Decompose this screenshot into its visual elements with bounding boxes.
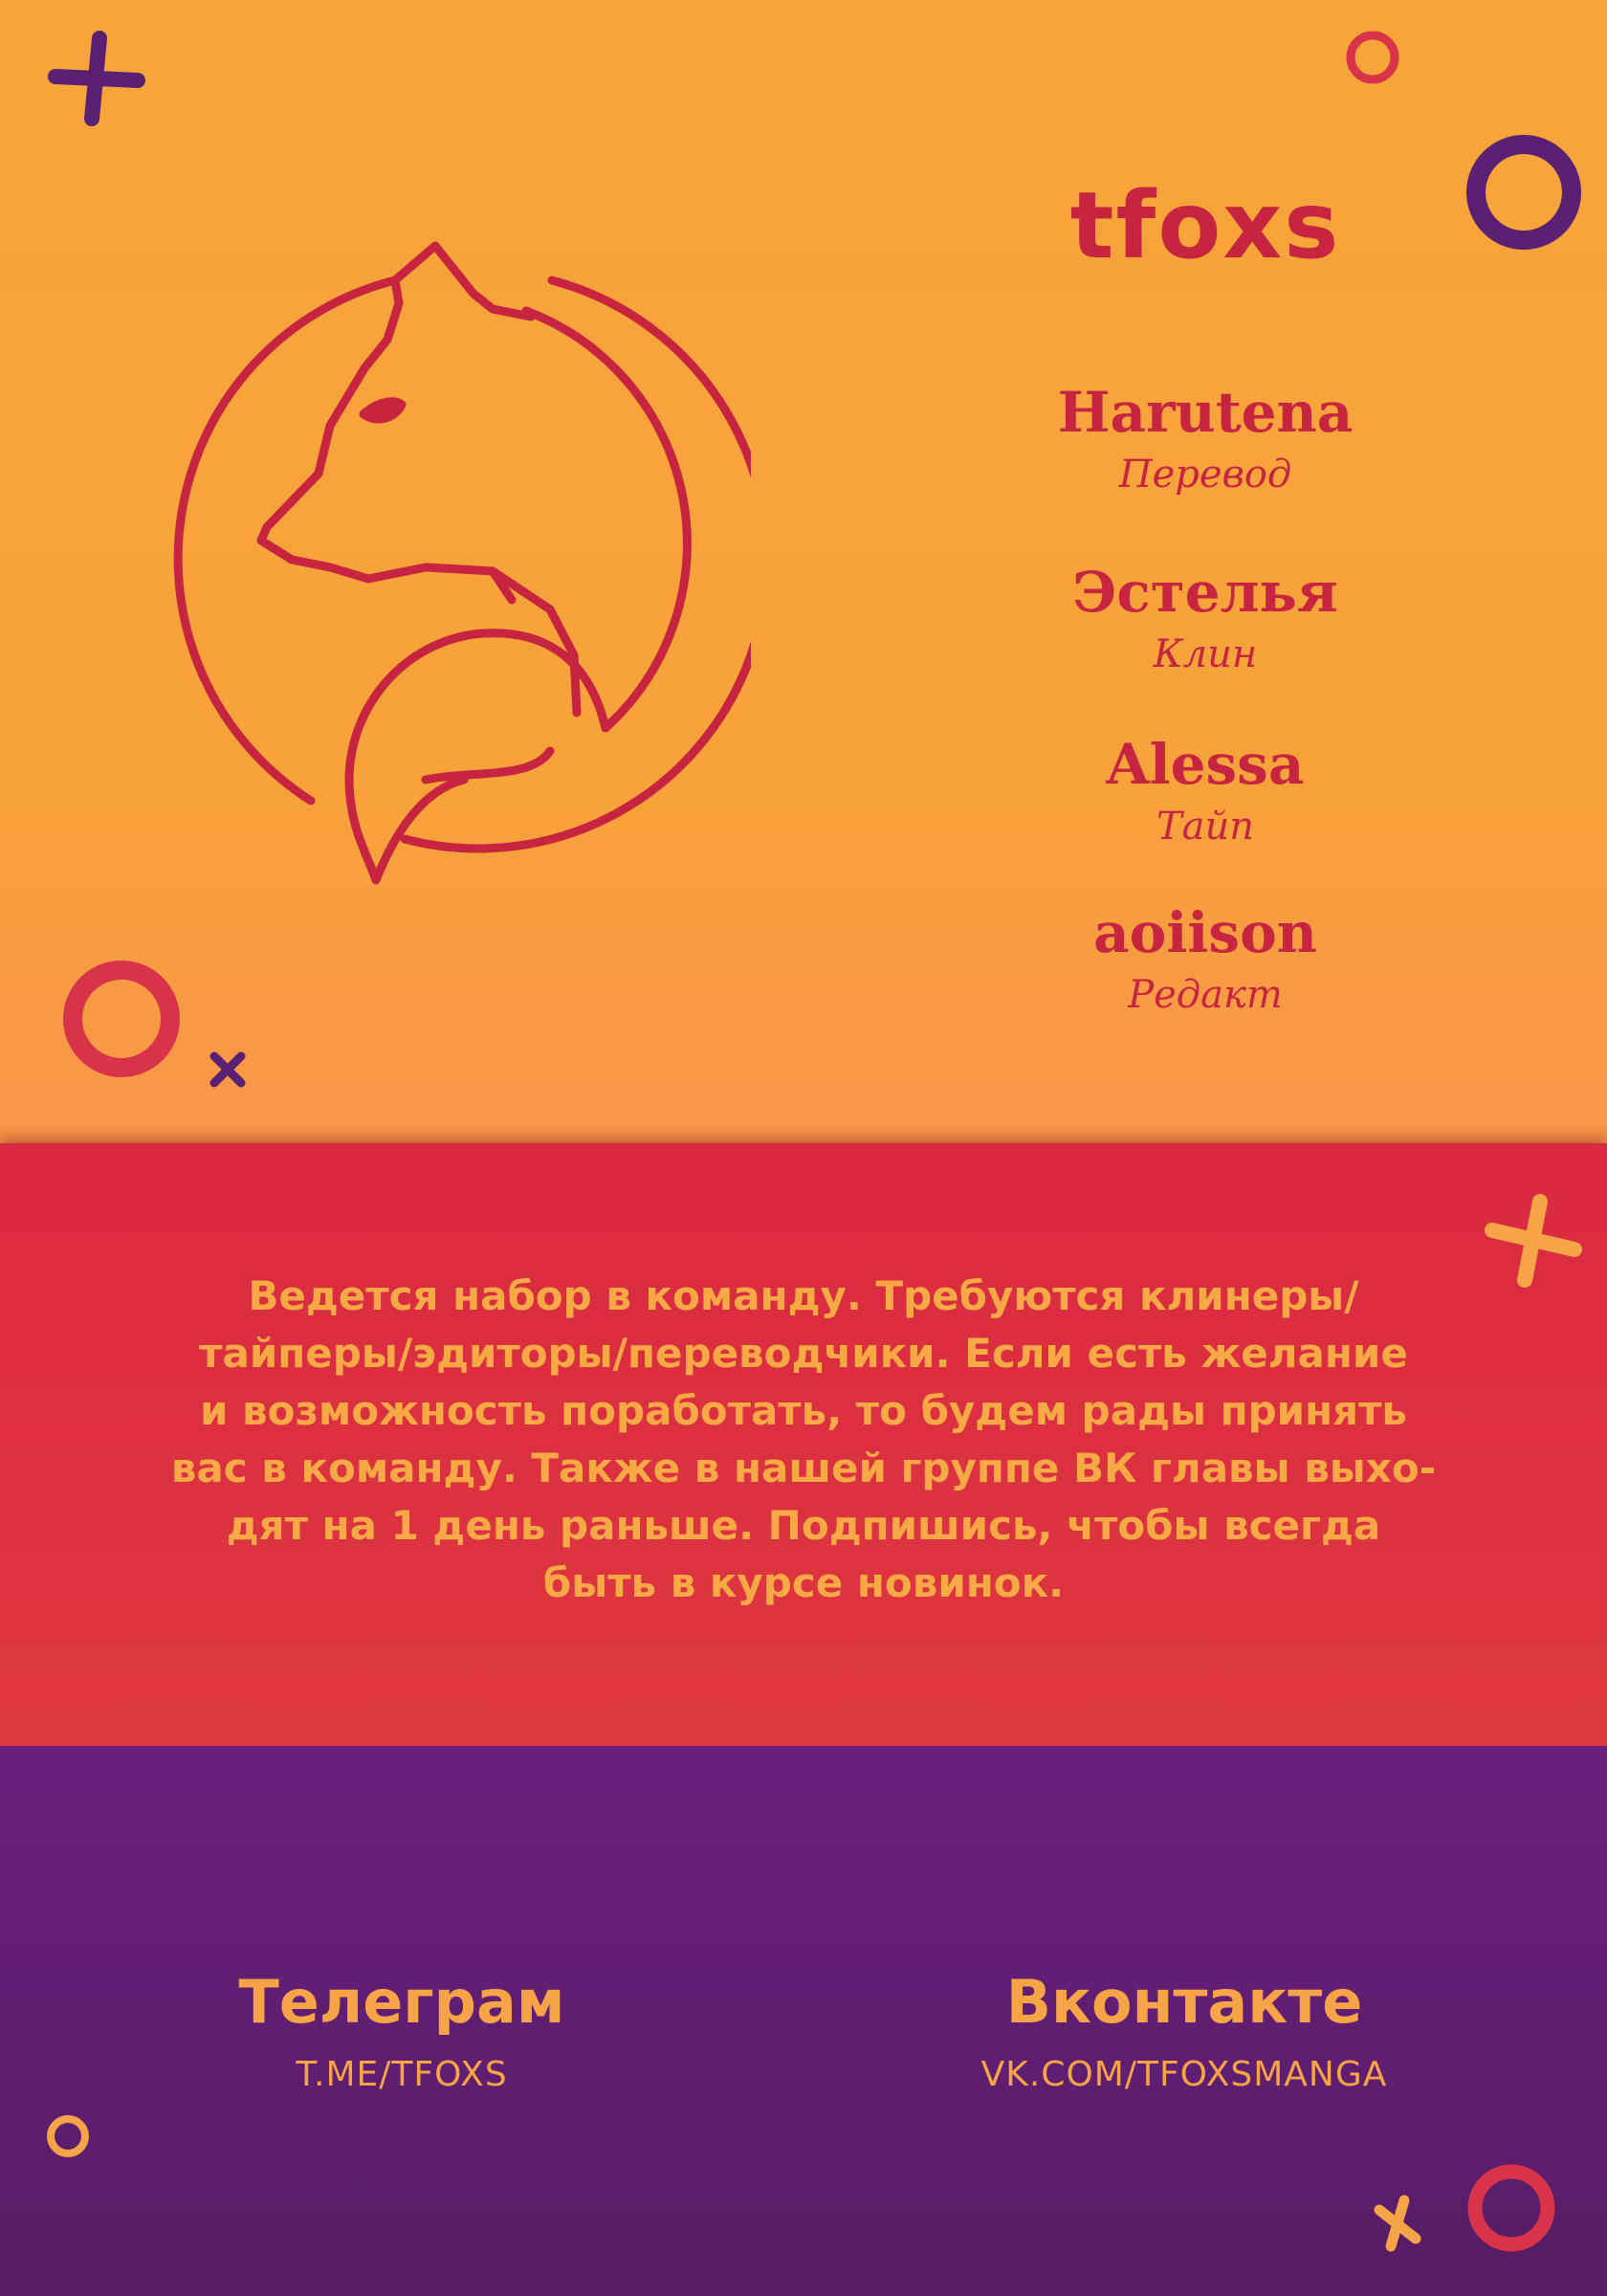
ring-icon	[59, 957, 184, 1081]
team-member	[957, 380, 1454, 497]
recruitment-notice	[143, 1268, 1464, 1612]
plus-icon	[1481, 1188, 1586, 1293]
vk-label: Вконтакте	[1005, 1967, 1363, 2037]
member-role: Клин	[1153, 632, 1258, 676]
notice-line: тайперы/эдиторы/переводчики. Если есть желание	[199, 1330, 1408, 1377]
notice-line: вас в команду. Также в нашей группе ВК главы выхо-	[170, 1445, 1437, 1491]
vk-link[interactable]: VK.COM/TFOXSMANGA	[980, 2055, 1388, 2094]
notice-line: Ведется набор в команду. Требуются клинеры/	[248, 1272, 1359, 1319]
cross-icon	[205, 1047, 251, 1093]
team-member	[957, 732, 1454, 849]
member-name: Alessa	[1106, 732, 1305, 797]
plus-icon	[46, 29, 145, 128]
member-role: Перевод	[1118, 453, 1292, 497]
ring-icon	[1464, 132, 1584, 253]
notice-line: и возможность поработать, то будем рады принять	[200, 1387, 1407, 1434]
notice-line: дят на 1 день раньше. Подпишись, чтобы всегда	[226, 1502, 1381, 1549]
member-name: aoiison	[1093, 900, 1317, 965]
ring-icon	[1464, 2160, 1559, 2256]
member-role: Редакт	[1128, 973, 1283, 1017]
member-name: Эстелья	[1072, 560, 1338, 625]
notice-line: быть в курсе новинок.	[542, 1559, 1065, 1606]
ring-icon	[44, 2112, 92, 2160]
ring-icon	[1344, 29, 1401, 86]
telegram-link[interactable]: T.ME/TFOXS	[296, 2055, 508, 2094]
fox-logo-icon	[148, 234, 751, 894]
cross-icon	[1366, 2191, 1429, 2254]
member-role: Тайп	[1156, 805, 1255, 849]
team-member	[957, 900, 1454, 1017]
team-member	[957, 560, 1454, 676]
telegram-label: Телеграм	[238, 1967, 565, 2037]
telegram-contact	[115, 1967, 689, 2094]
brand-name: tfoxs	[1069, 172, 1341, 279]
member-name: Harutena	[1057, 380, 1354, 445]
vk-contact	[897, 1967, 1471, 2094]
